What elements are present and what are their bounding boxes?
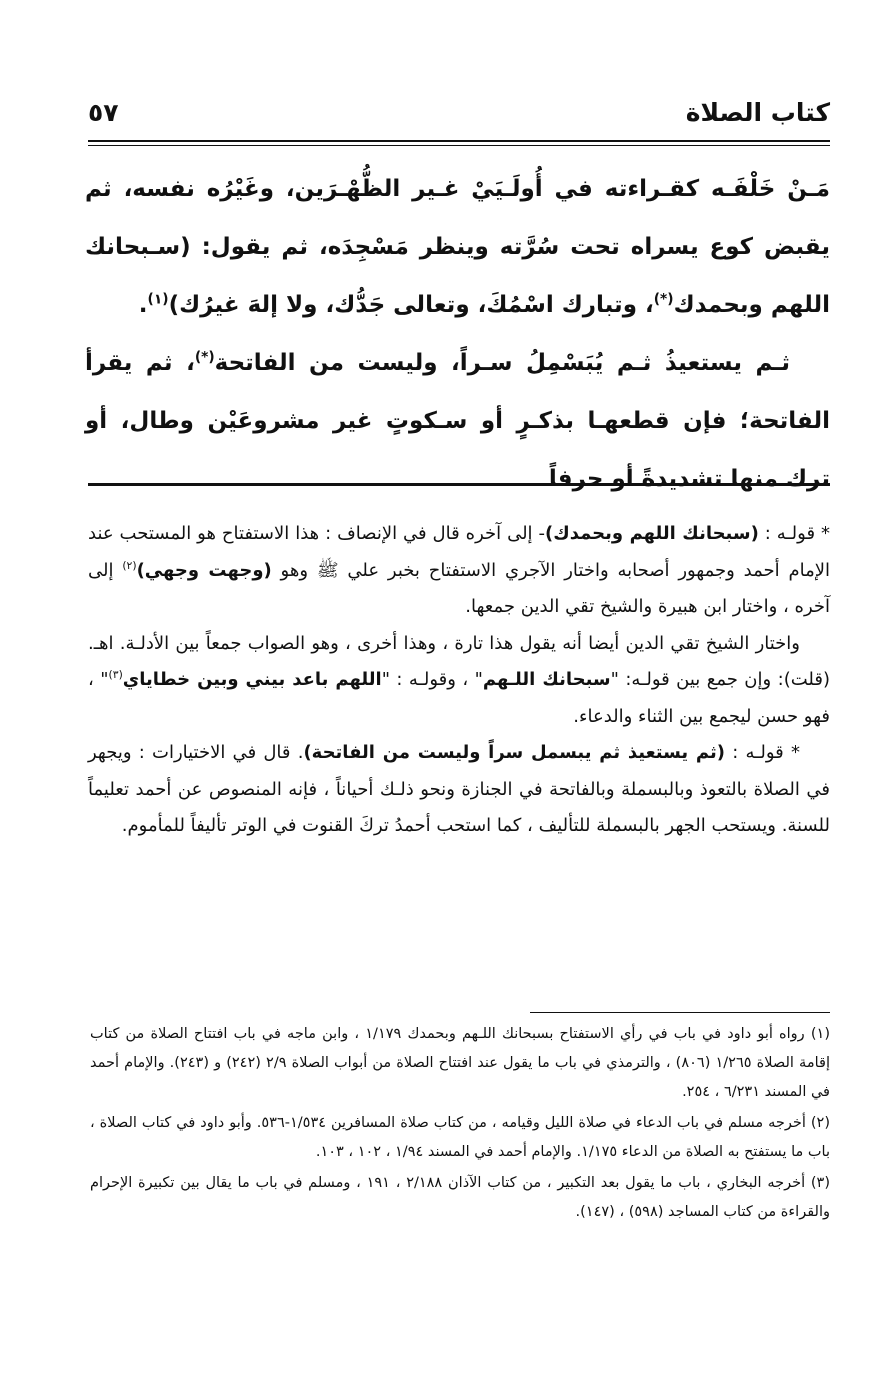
commentary-marker: (*): [194, 349, 215, 366]
footnote-ref: (٢): [122, 558, 137, 572]
footnote-2: (٢) أخرجه مسلم في باب الدعاء في صلاة الليل وقيامه ، من كتاب صلاة المسافرين ١/٥٣٤-٥٣٦. وأبو داود في كتاب الصلاة ، باب ما يستفتح به الصلاة من الدعاء ١/١٧٥. والإمام أحمد في المسند ١/٩٤ ، ١٠٢ ، ١٠٣.: [90, 1115, 830, 1160]
footnote-ref: (١): [147, 291, 169, 308]
footnote-rule: [530, 1012, 830, 1013]
main-text: [85, 160, 830, 508]
text-separator: [88, 483, 830, 486]
header-rule: [88, 140, 830, 142]
main-paragraph-1: مَـنْ خَلْفَـه كقـراءته في أُولَـيَيْ غـير الظُّهْـرَين، وغَيْرُه نفسه، ثم يقبض كوع يسراه تحت سُرَّته وينظر مَسْجِدَه، ثم يقول: (سـبحانك اللهم وبحمدك(*)، وتبارك اسْمُكَ، وتعالى جَدُّك، ولا إلهَ غيرُك)$^{(١)}$.: [85, 176, 830, 318]
footnote-3: (٣) أخرجه البخاري ، باب ما يقول بعد التكبير ، من كتاب الآذان ٢/١٨٨ ، ١٩١ ، ومسلم في باب ما يقال بين تكبيرة الإحرام والقراءة من كتاب المساجد (٥٩٨) ، (١٤٧).: [90, 1175, 830, 1220]
commentary-paragraph-2: واختار الشيخ تقي الدين أيضا أنه يقول هذا تارة ، وهذا أخرى ، وهو الصواب جمعاً بين الأدلـة. اهـ. (قلت): وإن جمع بين قولـه: "سبحانك اللـهم" ، وقولـه : "اللهم باعد بيني وبين خطاياي$^{(٣)}$" ، فهو حسن ليجمع بين الثناء والدعاء.: [88, 632, 831, 727]
commentary: [88, 516, 830, 845]
footnote-1: (١) رواه أبو داود في باب في رأي الاستفتاح بسبحانك اللـهم وبحمدك ١/١٧٩ ، وابن ماجه في باب افتتاح الصلاة من كتاب إقامة الصلاة ١/٢٦٥ (٨٠٦) ، والترمذي في باب ما يقول عند افتتاح الصلاة من أبواب الصلاة ٢/٩ (٢٤٢) و (٢٤٣). والإمام أحمد في المسند ٦/٢٣١ ، ٢٥٤.: [90, 1026, 830, 1100]
page-number: ٥٧: [88, 98, 119, 127]
header-rule-thin: [88, 145, 830, 146]
footnotes: [90, 1020, 830, 1229]
footnote-ref: (٣): [108, 668, 123, 681]
chapter-title: كتاب الصلاة: [685, 98, 830, 127]
commentary-marker: (*): [653, 291, 674, 308]
commentary-paragraph-3: * قولـه : (ثم يستعيذ ثم يبسمل سراً وليست من الفاتحة). قال في الاختيارات : ويجهر في الصلاة بالتعوذ وبالبسملة وبالفاتحة في الجنازة ونحو ذلـك أحياناً ، فإنه المنصوص عن أحمد تعليماً للسنة. ويستحب الجهر بالبسملة للتأليف ، كما استحب أحمدُ تركَ القنوت في الوتر تأليفاً للمأموم.: [88, 742, 830, 836]
main-paragraph-2: ثـم يستعيذُ ثـم يُبَسْمِلُ سـراً، وليست من الفاتحة(*)، ثم يقرأ الفاتحة؛ فإن قطعهـا بذكـرٍ أو سـكوتٍ غير مشروعَيْن وطال، أو ترك منها تشديدةً أو حرفاً: [85, 349, 830, 492]
page-header: [88, 96, 830, 136]
commentary-paragraph-1: * قولـه : (سبحانك اللهم وبحمدك)- إلى آخره قال في الإنصاف : هذا الاستفتاح هو المستحب عند الإمام أحمد وجمهور أصحابه واختار الآجري الاستفتاح بخبر علي ﷺ وهو (وجهت وجهي)$^{(٢)}$ إلى آخره ، واختار ابن هبيرة والشيخ تقي الدين جمعها.: [88, 523, 830, 617]
